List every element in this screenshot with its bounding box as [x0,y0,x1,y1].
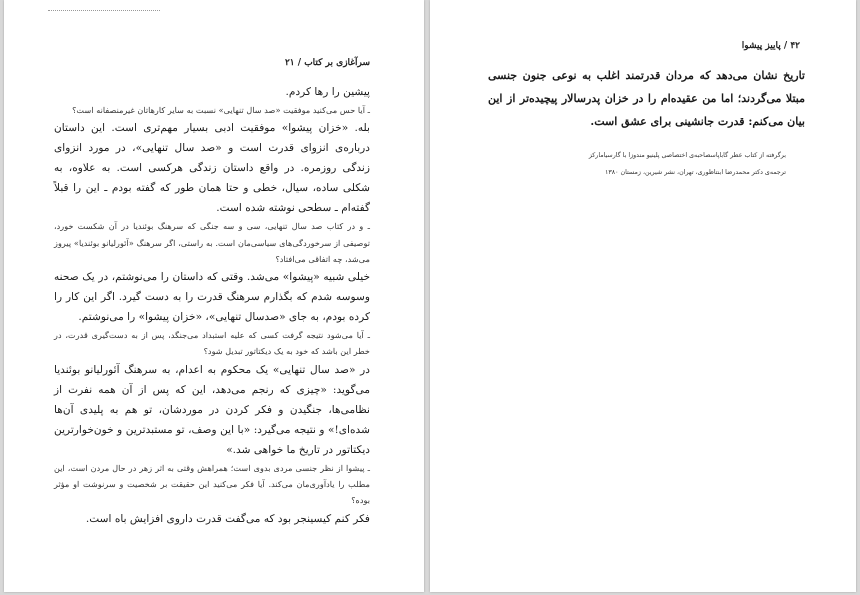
interview-question: ـ پیشوا از نظر جنسی مردی بدوی است؛ همراهش وقتی به اثر زهر در حال مردن است، این مطلب را یادآوری‌مان می‌کند. آیا فکر می‌کنید این حقیقت بر شخصیت و سرنوشت او مؤثر بوده؟ [54,462,370,506]
translator-line: ترجمه‌ی دکتر محمدرضا ابنتاظوری، تهران، نشر شیرین، زمستان ۱۳۸۰ [604,169,786,176]
running-head-left: سرآغازی بر کتاب / ۲۱ [284,58,370,68]
left-page-body [54,82,370,529]
paragraph: پیشین را رها کردم. [285,86,370,98]
source-citation [466,147,786,181]
paragraph: خیلی شبیه «پیشوا» می‌شد. وقتی که داستان را می‌نوشتم، در یک صحنه وسوسه شدم که بگذارم سرهنگ قدرت را به دست گیرد. اگر این کار را کرده بودم، به جای «صدسال تنهایی»، «خزان پیشوا» را می‌نوشتم. [54,271,370,324]
quote-paragraph: تاریخ نشان می‌دهد که مردان قدرتمند اغلب به نوعی جنون جنسی مبتلا می‌گردند؛ اما من عقیده‌ام را در خزان پدرسالار پیچیده‌تر از این بیان می‌کنم: قدرت جانشینی برای عشق است. [488,69,805,128]
source-line: برگرفته از کتاب عطر گاباپاسصاحبه‌ی اختصاصی پلینیو مندوزا با گارسیامارکز [588,152,786,159]
running-head-right: ۴۲ / پاییز پیشوا [741,41,800,51]
interview-question: ـ آیا حس می‌کنید موفقیت «صد سال تنهایی» نسبت به سایر کارهاتان غیرمنصفانه است؟ [72,105,370,115]
right-page [430,0,856,592]
top-rule [48,10,160,11]
left-page [4,0,424,592]
interview-question: ـ و در کتاب صد سال تنهایی، سی و سه جنگی که سرهنگ بوئندیا در آن شکست خورد، توصیفی از سرخوردگی‌های سیاسی‌مان است. به راستی، اگر سرهنگ «آئورلیانو بوئندیا» پیروز می‌شد، چه اتفاقی می‌افتاد؟ [54,221,370,264]
interview-question: ـ آیا می‌شود نتیجه گرفت کسی که علیه استبداد می‌جنگد، پس از به دست‌گیری قدرت، در خطر این باشد که خود به یک دیکتاتور تبدیل شود؟ [54,330,370,357]
paragraph: فکر کنم کیسینجر بود که می‌گفت قدرت داروی افزایش باه است. [85,512,370,525]
right-page-body [488,64,805,133]
paragraph: بله. «خزان پیشوا» موفقیت ادبی بسیار مهم‌تری است. این داستان درباره‌ی انزوای قدرت است و «صد سال تنهایی»، در مورد انزوای زندگی روزمره. در واقع داستان زندگی هرکسی است. به علاوه، به شکلی ساده، سیال، خطی و حتا همان طور که گفته بودم ـ این را قبلاً گفته‌ام ـ سطحی نوشته شده است. [54,122,370,215]
paragraph: در «صد سال تنهایی» یک محکوم به اعدام، به سرهنگ آئورلیانو بوئندیا می‌گوید: «چیزی که رنجم می‌دهد، این که پس از آن همه نفرت از نظامی‌ها، جنگیدن و فکر کردن در موردشان، تو هم به پلیدی آن‌ها شده‌ای!» و نتیجه می‌گیرد: «با این وصف، تو مستبدترین و خون‌خوارترین دیکتاتور در تاریخ ما خواهی شد.» [54,363,370,456]
